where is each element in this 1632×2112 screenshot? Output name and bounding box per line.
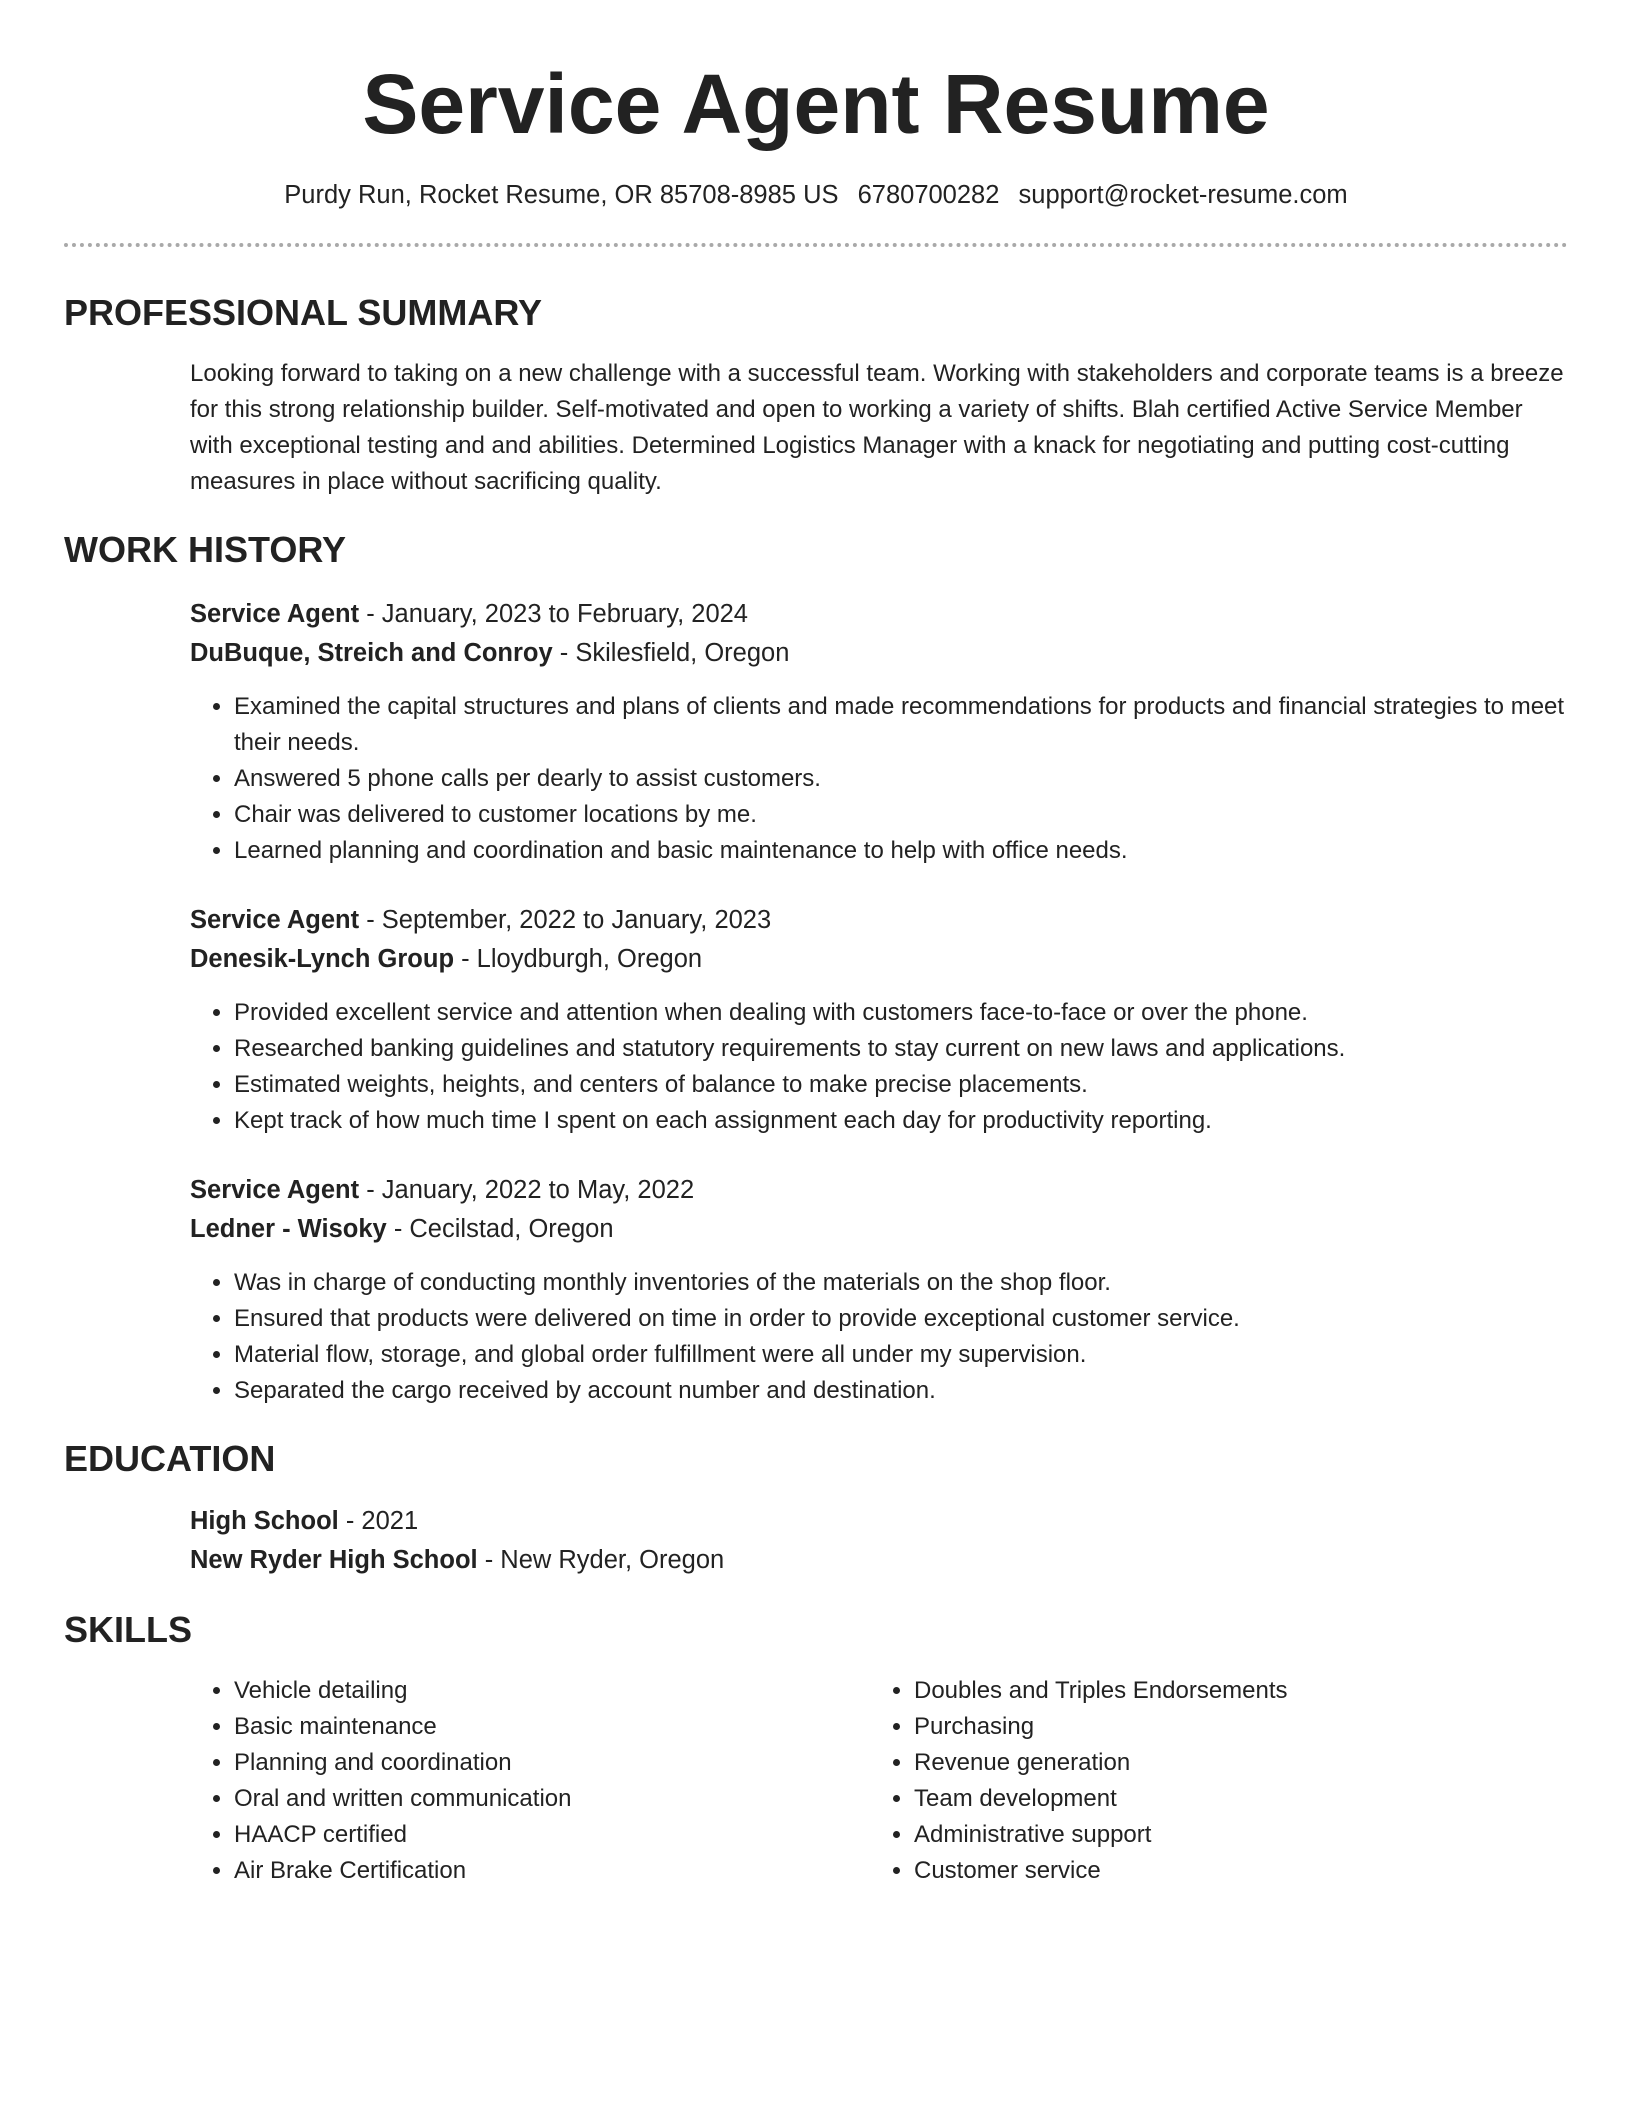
- skill-item: • Vehicle detailing: [234, 1673, 870, 1709]
- job-bullet: • Estimated weights, heights, and centers of balance to make precise placements.: [234, 1067, 1568, 1103]
- job-bullet: • Learned planning and coordination and basic maintenance to help with office needs.: [234, 833, 1568, 869]
- education-year: - 2021: [338, 1507, 419, 1536]
- education-degree: High School: [190, 1507, 339, 1536]
- section-education: [64, 1437, 1568, 1580]
- job-bullet: • Chair was delivered to customer locations by me.: [234, 797, 1568, 833]
- job-bullet: • Was in charge of conducting monthly inventories of the materials on the shop floor.: [234, 1265, 1568, 1301]
- job-role-line: [190, 1171, 1568, 1210]
- contact-phone: 6780700282: [857, 181, 1000, 209]
- job-location: - Skilesfield, Oregon: [552, 638, 790, 667]
- job-role-line: [190, 595, 1568, 634]
- job-location: - Cecilstad, Oregon: [386, 1214, 614, 1243]
- job-bullet: • Separated the cargo received by account number and destination.: [234, 1373, 1568, 1409]
- contact-address: Purdy Run, Rocket Resume, OR 85708-8985 US: [284, 181, 839, 209]
- summary-text: Looking forward to taking on a new challenge with a successful team. Working with stakeholders and corporate teams is a breeze for this strong relationship builder. Self-motivated and open to working a variety of shifts. Blah certified Active Service Member with exceptional testing and and abilities. Determined Logistics Manager with a knack for negotiating and putting cost-cutting measures in place without sacrificing quality.: [190, 359, 1564, 495]
- job-entry: [190, 901, 1568, 1139]
- skill-item: • Oral and written communication: [234, 1781, 870, 1817]
- job-bullet: • Provided excellent service and attention when dealing with customers face-to-face or over the phone.: [234, 995, 1568, 1031]
- skills-column-left: [190, 1673, 870, 1889]
- skills-list-left: [190, 1673, 870, 1889]
- job-company-line: [190, 634, 1568, 673]
- section-title-skills: SKILLS: [64, 1609, 193, 1651]
- skill-item: • Revenue generation: [914, 1745, 1550, 1781]
- job-dates: - September, 2022 to January, 2023: [359, 905, 772, 934]
- job-bullet: • Answered 5 phone calls per dearly to assist customers.: [234, 761, 1568, 797]
- job-dates: - January, 2022 to May, 2022: [359, 1175, 695, 1204]
- skill-item: • Air Brake Certification: [234, 1853, 870, 1889]
- resume-title: Service Agent Resume: [362, 57, 1270, 151]
- education-entry: [190, 1502, 1568, 1580]
- job-role-line: [190, 901, 1568, 940]
- contact-email: support@rocket-resume.com: [1018, 181, 1348, 209]
- job-company-line: [190, 1210, 1568, 1249]
- skill-item: • Team development: [914, 1781, 1550, 1817]
- job-company: DuBuque, Streich and Conroy: [190, 638, 553, 667]
- job-bullet: • Examined the capital structures and plans of clients and made recommendations for products and financial strategies to meet their needs.: [234, 689, 1568, 761]
- education-school: New Ryder High School: [190, 1546, 478, 1575]
- skills-column-right: [870, 1673, 1550, 1889]
- job-role: Service Agent: [190, 1175, 360, 1204]
- education-location: - New Ryder, Oregon: [477, 1546, 725, 1575]
- section-title-education: EDUCATION: [64, 1437, 276, 1479]
- skills-list-right: [870, 1673, 1550, 1889]
- education-school-line: [190, 1541, 1568, 1580]
- job-bullet: • Kept track of how much time I spent on each assignment each day for productivity reporting.: [234, 1103, 1568, 1139]
- job-entry: [190, 1171, 1568, 1409]
- section-title-work-history: WORK HISTORY: [64, 528, 347, 570]
- job-company: Ledner - Wisoky: [190, 1214, 387, 1243]
- job-entry: [190, 595, 1568, 869]
- job-bullet: • Ensured that products were delivered on time in order to provide exceptional customer service.: [234, 1301, 1568, 1337]
- job-bullets: [190, 689, 1568, 869]
- job-location: - Lloydburgh, Oregon: [454, 944, 703, 973]
- job-bullet: • Researched banking guidelines and statutory requirements to stay current on new laws and applications.: [234, 1031, 1568, 1067]
- job-bullets: [190, 995, 1568, 1139]
- job-dates: - January, 2023 to February, 2024: [359, 599, 748, 628]
- header-divider: [64, 243, 1568, 247]
- skill-item: • Basic maintenance: [234, 1709, 870, 1745]
- education-degree-line: [190, 1502, 1568, 1541]
- section-title-summary: PROFESSIONAL SUMMARY: [64, 291, 543, 333]
- skill-item: • HAACP certified: [234, 1817, 870, 1853]
- skills-columns: [190, 1673, 1568, 1889]
- job-role: Service Agent: [190, 905, 360, 934]
- skill-item: • Planning and coordination: [234, 1745, 870, 1781]
- skill-item: • Customer service: [914, 1853, 1550, 1889]
- section-summary: [64, 291, 1568, 500]
- skill-item: • Administrative support: [914, 1817, 1550, 1853]
- job-bullets: [190, 1265, 1568, 1409]
- section-skills: [64, 1608, 1568, 1889]
- job-bullet: • Material flow, storage, and global order fulfillment were all under my supervision.: [234, 1337, 1568, 1373]
- skill-item: • Purchasing: [914, 1709, 1550, 1745]
- contact-line: [64, 180, 1568, 211]
- section-work-history: [64, 528, 1568, 1409]
- skill-item: • Doubles and Triples Endorsements: [914, 1673, 1550, 1709]
- job-company-line: [190, 940, 1568, 979]
- job-role: Service Agent: [190, 599, 360, 628]
- job-company: Denesik-Lynch Group: [190, 944, 455, 973]
